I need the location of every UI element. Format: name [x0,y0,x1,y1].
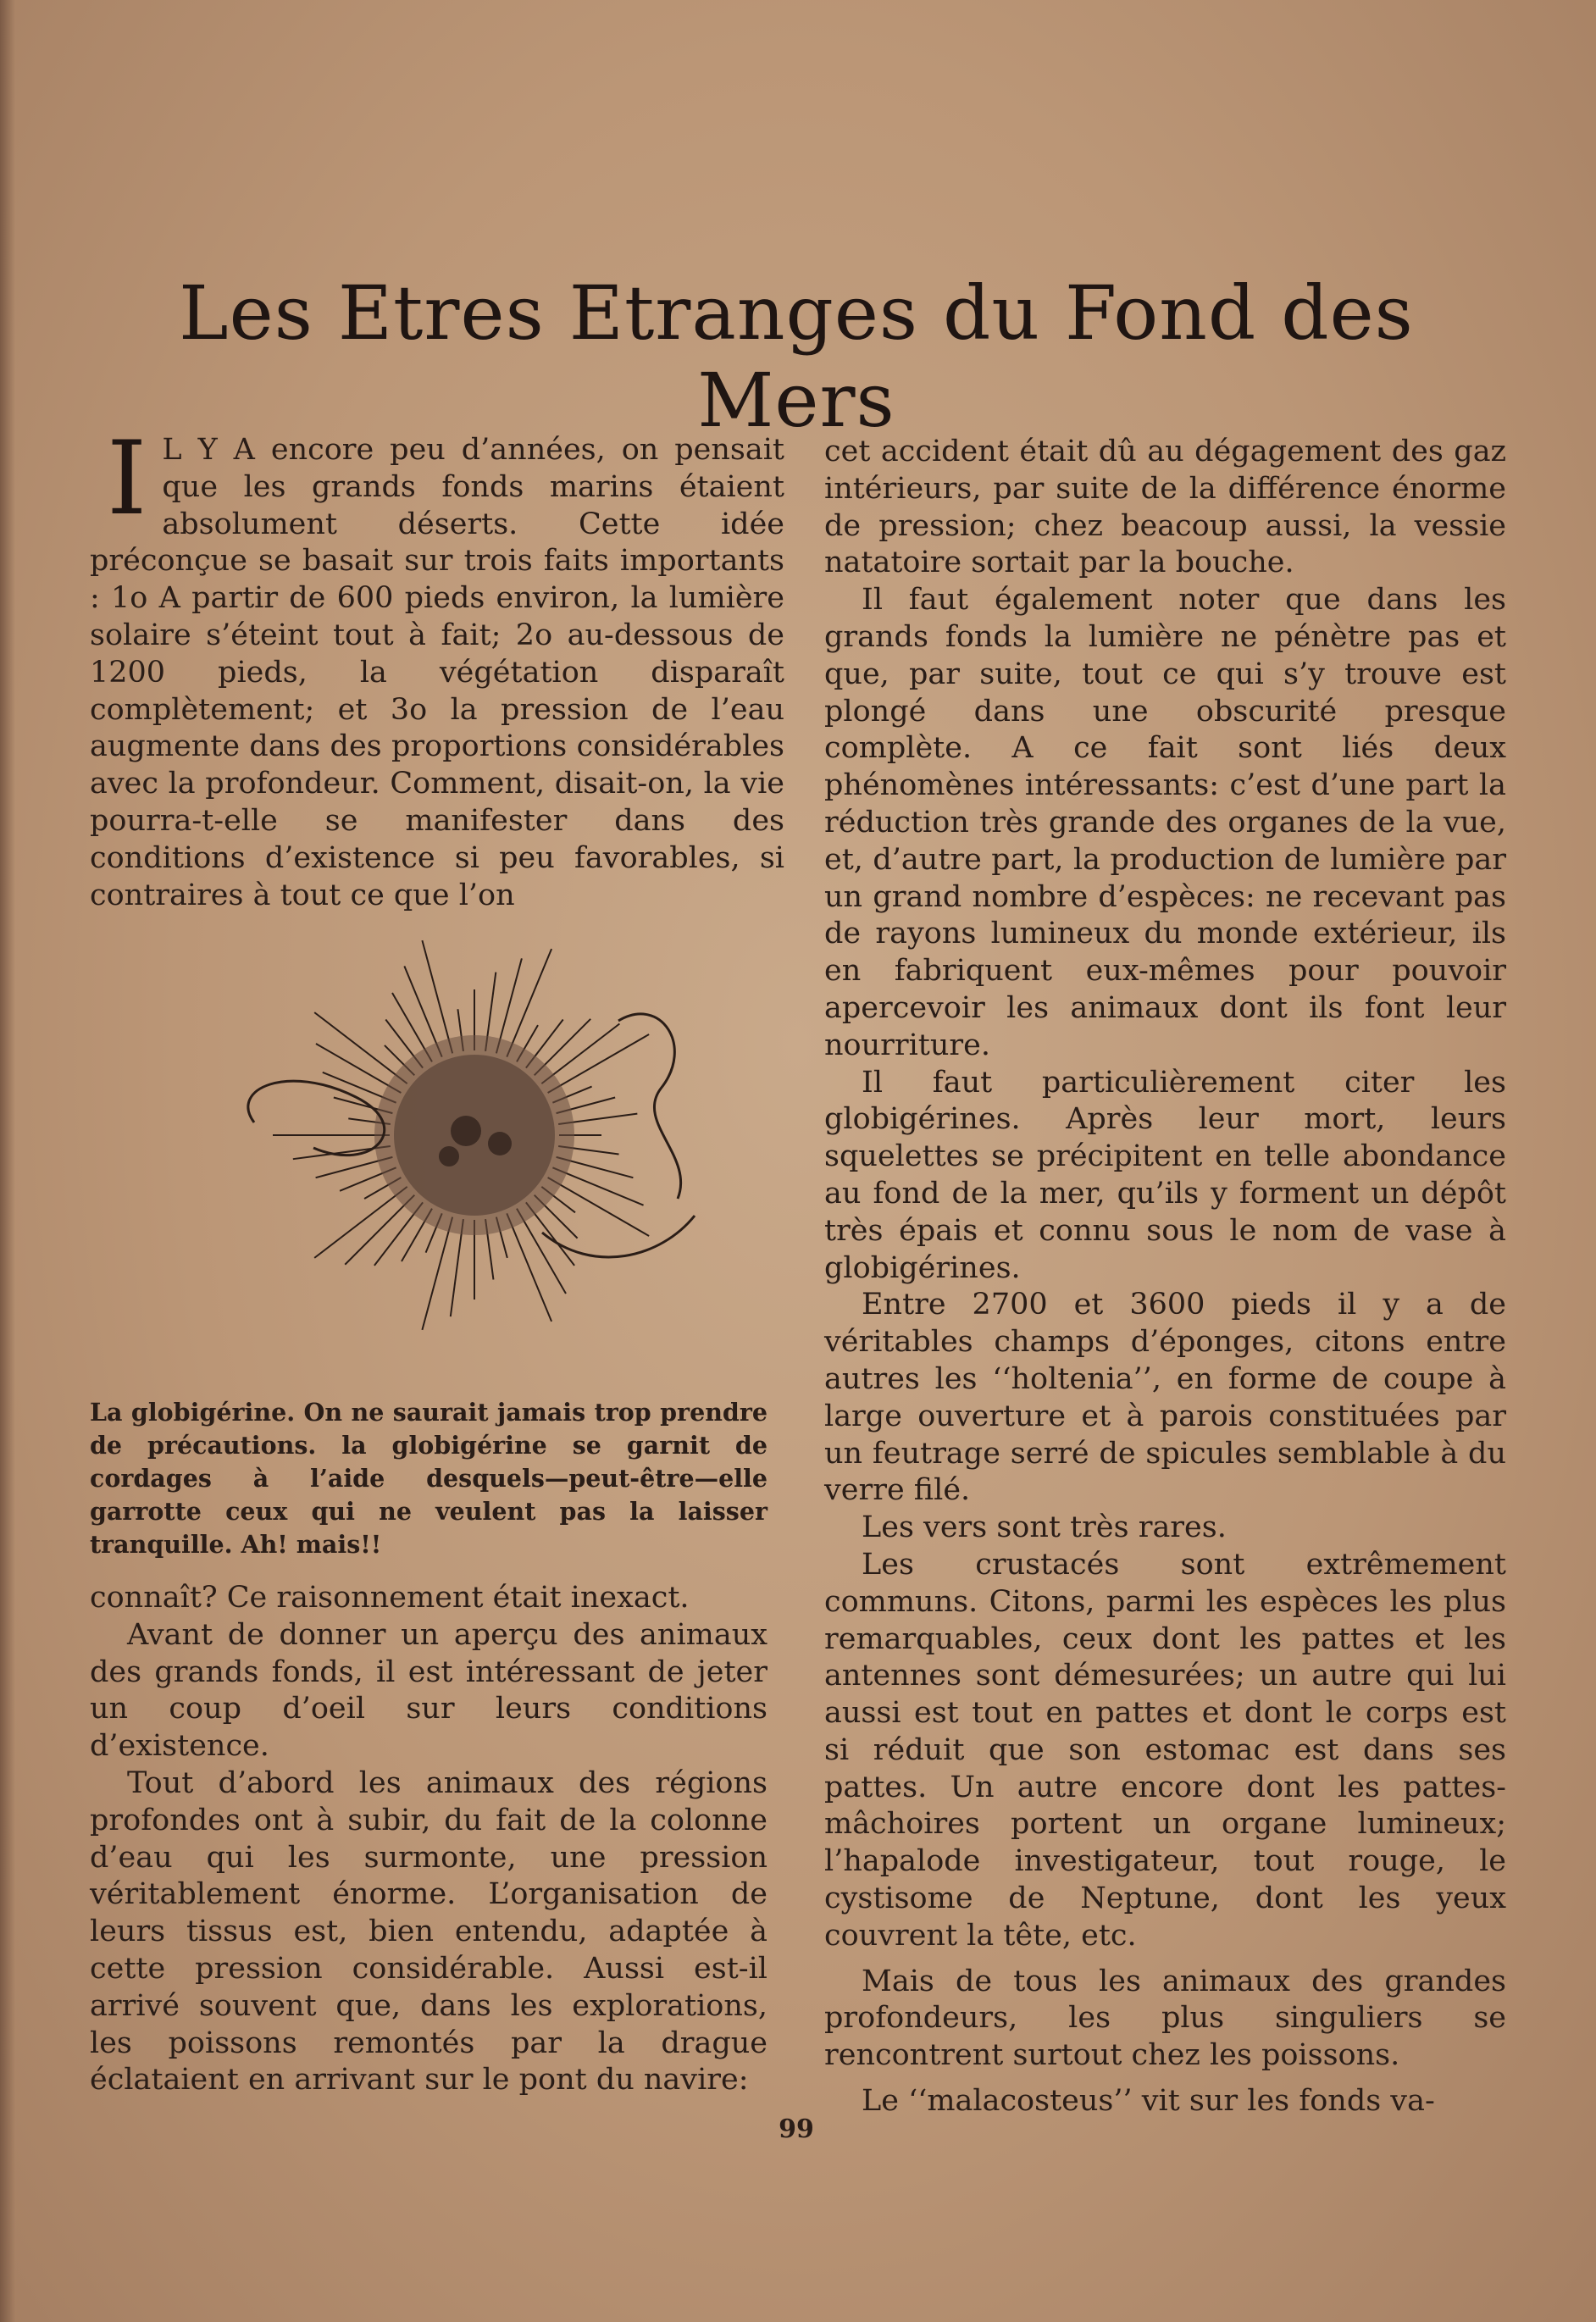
intro-paragraph [90,420,784,914]
spine-line [548,1034,650,1093]
spine-line [314,1012,407,1083]
page-edge-shadow [0,0,15,2322]
paragraph: cet accident était dû au dégagement des gaz intérieurs, par suite de la différence énorme de pression; chez beacoup aussi, la vessie natatoire sortait par la bouche. [824,435,1506,580]
spine-line [422,940,452,1053]
paragraph: Il faut également noter que dans les grands fonds la lumière ne pénètre pas et que, par suite, tout ce qui s’y trouve est plongé dans une obscurité presque complète. A ce fait sont liés deux phénomènes intéressants: c’est d’une part la réduction très grande des organes de la vue, et, d’autre part, la production de lumière par un grand nombre d’espèces: ne recevant pas de rayons lumineux du monde extérieur, ils en fabriquent eux-mêmes pour pouvoir apercevoir les animaux dont ils font leur nourriture. [824,583,1506,1062]
intro-text: L Y A encore peu d’années, on pensait que les grands fonds marins étaient absolument déserts. Cette idée préconçue se basait sur trois faits importants : 1o A partir de 600 pieds environ, la lumière solaire s’éteint tout à fait; 2o au-dessous de 1200 pieds, la végétation disparaît complètement; et 3o la pression de l’eau augmente dans des proportions considérables avec la profondeur. Comment, disait-on, la vie pourra-t-elle se manifester dans des conditions d’existence si peu favorables, si contraires à tout ce que l’on [90,433,784,912]
spine-line [314,1187,407,1258]
paragraph: Entre 2700 et 3600 pieds il y a de véritables champs d’éponges, citons entre autres les ‘‘holtenia’’, en forme de coupe à large ouverture et à parois constituées par un feutrage serré de spicules semblable à du verre filé. [824,1288,1506,1508]
left-column-bottom [90,1580,768,2099]
paragraph: Avant de donner un aperçu des animaux des grands fonds, il est intéressant de jeter un coup d’oeil sur leurs conditions d’existence. [90,1617,768,1764]
paragraph: connaît? Ce raisonnement était inexact. [90,1581,690,1615]
spine-line [422,1217,452,1330]
drop-cap: I [107,420,147,538]
illustration-caption: La globigérine. On ne saurait jamais trop prendre de précautions. la globigérine se garnit de cordages à l’aide desquels—peut-être—elle garrotte ceux qui ne veulent pas la laisser tranquille. Ah! mais!! [90,1398,768,1559]
paragraph: Les crustacés sont extrêmement communs. Citons, parmi les espèces les plus remarquables, ceux dont les pattes et les antennes sont démesurées; un autre qui lui aussi est tout en pattes et dont le corps est si réduit que son estomac est dans ses pattes. Un autre encore dont les pattes-mâchoires portent un organe lumineux; l’hapalode investigateur, tout rouge, le cystisome de Neptune, dont les yeux couvrent la tête, etc. [824,1547,1506,1953]
globigerina-illustration [220,919,729,1360]
left-column-top [90,420,784,914]
paragraph: Il faut particulièrement citer les globigérines. Après leur mort, leurs squelettes se précipitent en telle abondance au fond de la mer, qu’ils y forment un dépôt très épais et connu sous le nom de vase à globigérines. [824,1065,1506,1285]
paragraph: Mais de tous les animaux des grandes profondeurs, les plus singuliers se rencontrent surtout chez les poissons. [824,1964,1506,2073]
paragraph: Tout d’abord les animaux des régions profondes ont à subir, du fait de la colonne d’eau qui les surmonte, une pression véritablement énorme. L’organisation de leurs tissus est, bien entendu, adaptée à cette pression considérable. Aussi est-il arrivé souvent que, dans les explorations, les poissons remontés par la drague éclataient en arrivant sur le pont du navire: [90,1765,768,2098]
paragraph: Les vers sont très rares. [862,1510,1227,1545]
right-column [824,434,1506,2120]
page-number: 99 [779,2114,814,2144]
paragraph: Le ‘‘malacosteus’’ vit sur les fonds va- [862,2084,1435,2119]
article-title: Les Etres Etranges du Fond des Mers [179,269,1414,444]
